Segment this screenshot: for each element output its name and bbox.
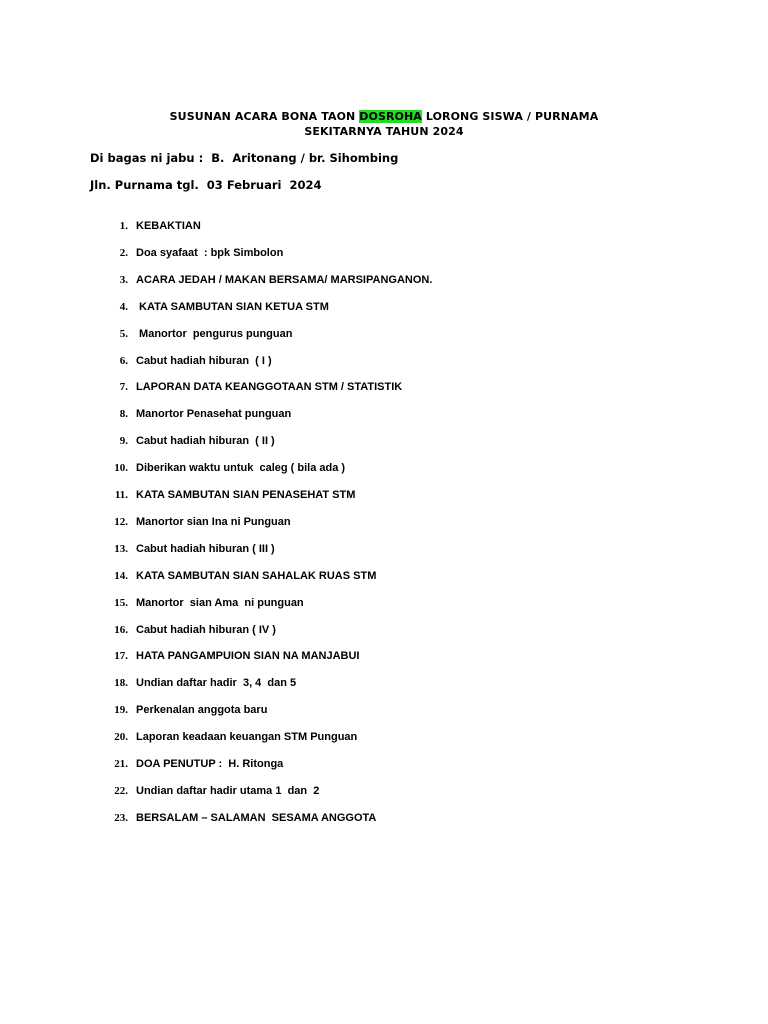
agenda-item-text: DOA PENUTUP : H. Ritonga	[136, 758, 284, 770]
agenda-item-number: 8.	[119, 408, 128, 421]
agenda-item-number: 12.	[114, 515, 128, 528]
agenda-item-number: 11.	[114, 489, 128, 501]
place-date-line: Jln. Purnama tgl. 03 Februari 2024	[90, 178, 322, 192]
agenda-item-text: LAPORAN DATA KEANGGOTAAN STM / STATISTIK	[136, 381, 403, 394]
agenda-item	[0, 810, 768, 826]
agenda-item-text: Diberikan waktu untuk caleg ( bila ada )	[136, 462, 346, 475]
agenda-item-number: 9.	[119, 435, 128, 448]
agenda-item-number: 5.	[119, 327, 128, 340]
agenda-item-number: 4.	[119, 300, 128, 313]
agenda-item-number: 6.	[119, 354, 128, 367]
agenda-item-number: 1.	[119, 220, 128, 232]
agenda-item	[0, 648, 768, 664]
agenda-item-text: Manortor sian Ama ni punguan	[136, 596, 304, 609]
agenda-item-number: 15.	[114, 596, 128, 609]
agenda-item-number: 10.	[114, 462, 128, 475]
agenda-item-text: KEBAKTIAN	[136, 220, 201, 232]
agenda-item	[0, 595, 768, 611]
agenda-item-text: KATA SAMBUTAN SIAN PENASEHAT STM	[136, 489, 356, 501]
document-title-line2: SEKITARNYA TAHUN 2024	[304, 125, 464, 138]
agenda-item	[0, 756, 768, 772]
agenda-item-text: Cabut hadiah hiburan ( III )	[136, 542, 275, 555]
agenda-item-number: 7.	[119, 381, 128, 394]
agenda-item	[0, 568, 768, 584]
document-title-line1	[0, 110, 768, 124]
agenda-item	[0, 299, 768, 315]
agenda-item-text: Cabut hadiah hiburan ( IV )	[136, 623, 276, 636]
agenda-item	[0, 702, 768, 718]
agenda-item-number: 19.	[114, 704, 128, 717]
agenda-item-text: KATA SAMBUTAN SIAN KETUA STM	[136, 300, 329, 313]
agenda-item	[0, 353, 768, 369]
title-highlight: DOSROHA	[359, 110, 422, 123]
agenda-item	[0, 675, 768, 691]
agenda-item-number: 18.	[114, 677, 128, 690]
agenda-item-text: Undian daftar hadir 3, 4 dan 5	[136, 677, 297, 690]
agenda-item-text: Manortor sian Ina ni Punguan	[136, 515, 291, 528]
agenda-item-number: 20.	[114, 731, 128, 744]
agenda-item-number: 14.	[114, 569, 128, 582]
agenda-item-text: Manortor pengurus punguan	[136, 327, 293, 340]
agenda-item-number: 3.	[119, 273, 128, 286]
agenda-item-text: BERSALAM – SALAMAN SESAMA ANGGOTA	[136, 811, 377, 824]
agenda-item	[0, 783, 768, 799]
agenda-item	[0, 541, 768, 557]
agenda-item-number: 22.	[114, 784, 128, 797]
agenda-item-number: 13.	[114, 542, 128, 555]
title-part2: LORONG SISWA / PURNAMA	[421, 110, 599, 123]
agenda-item-text: HATA PANGAMPUION SIAN NA MANJABUI	[136, 650, 360, 663]
agenda-item-number: 16.	[114, 623, 128, 636]
agenda-item	[0, 218, 768, 234]
agenda-item-text: Manortor Penasehat punguan	[136, 408, 292, 421]
agenda-item	[0, 272, 768, 288]
agenda-item-text: Cabut hadiah hiburan ( I )	[136, 354, 272, 367]
host-line: Di bagas ni jabu : B. Aritonang / br. Sihombing	[90, 151, 399, 165]
agenda-item-text: Cabut hadiah hiburan ( II )	[136, 435, 275, 448]
agenda-item	[0, 622, 768, 638]
title-part1: SUSUNAN ACARA BONA TAON	[169, 110, 360, 123]
agenda-item-number: 23.	[114, 811, 128, 824]
agenda-item	[0, 433, 768, 449]
agenda-item	[0, 487, 768, 503]
agenda-item	[0, 460, 768, 476]
agenda-item-text: ACARA JEDAH / MAKAN BERSAMA/ MARSIPANGANON.	[136, 273, 433, 286]
agenda-item-text: Undian daftar hadir utama 1 dan 2	[136, 784, 320, 797]
agenda-item-text: Perkenalan anggota baru	[136, 704, 268, 717]
agenda-item-text: KATA SAMBUTAN SIAN SAHALAK RUAS STM	[136, 569, 377, 582]
agenda-item	[0, 245, 768, 261]
agenda-item-text: Laporan keadaan keuangan STM Punguan	[136, 731, 358, 744]
agenda-item	[0, 326, 768, 342]
agenda-item-number: 21.	[114, 758, 128, 770]
agenda-item-text: Doa syafaat : bpk Simbolon	[136, 246, 284, 259]
agenda-item	[0, 379, 768, 395]
agenda-item	[0, 406, 768, 422]
agenda-item	[0, 729, 768, 745]
agenda-item	[0, 514, 768, 530]
agenda-item-number: 2.	[119, 246, 128, 259]
agenda-item-number: 17.	[114, 650, 128, 663]
